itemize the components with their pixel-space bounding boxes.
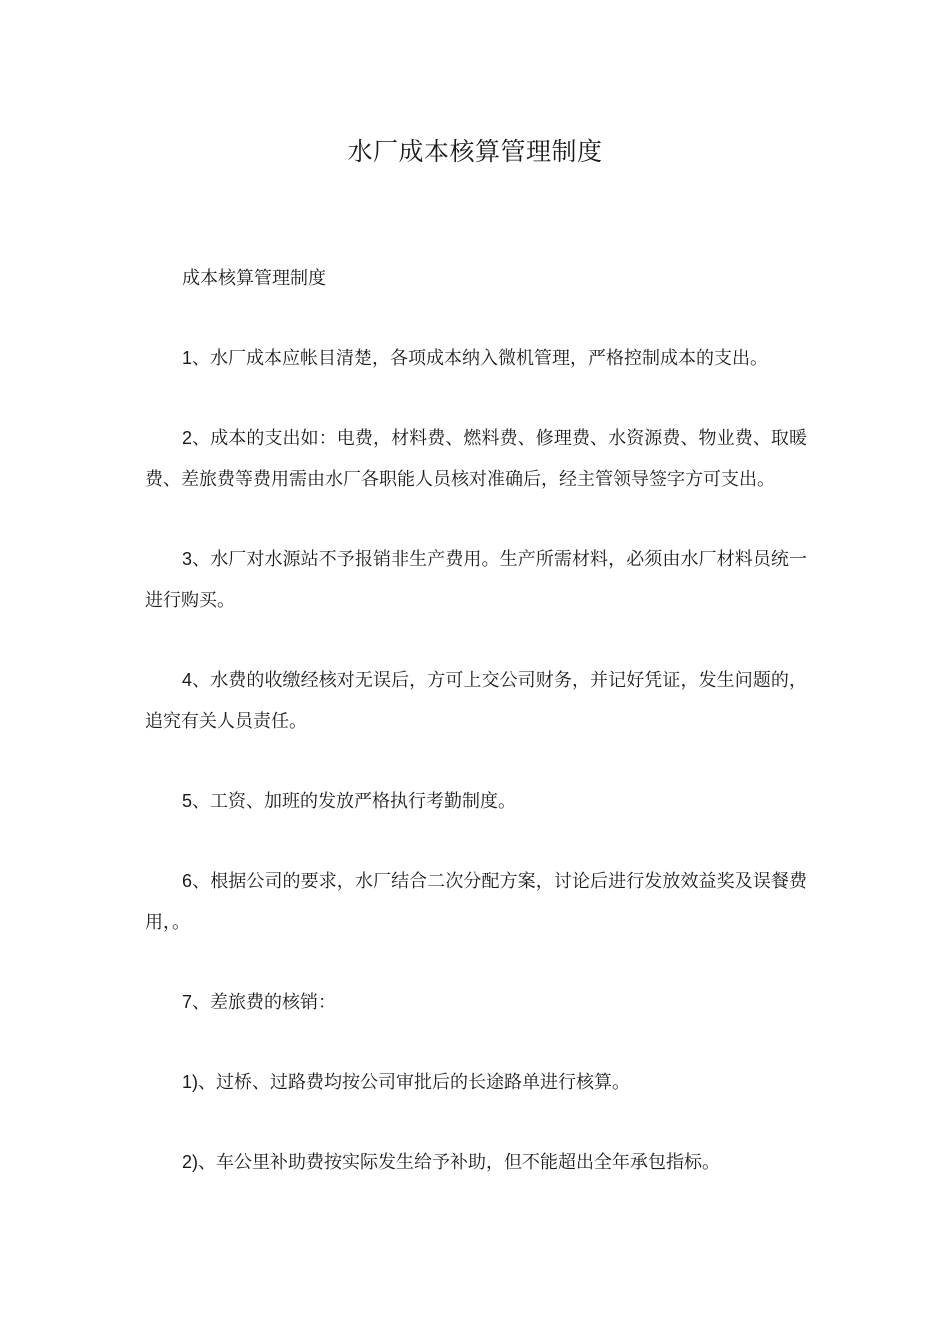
- document-body: [145, 258, 807, 1222]
- item-number: 4: [182, 670, 193, 690]
- paragraph-item-1: 1、水厂成本应帐目清楚，各项成本纳入微机管理，严格控制成本的支出。: [182, 348, 769, 369]
- paragraph-item-6: 6、根据公司的要求，水厂结合二次分配方案，讨论后进行发放效益奖及误餐费用，。: [145, 871, 807, 933]
- document-title: 水厂成本核算管理制度: [347, 137, 603, 166]
- item-number: 1): [182, 1072, 199, 1092]
- item-number: 2: [182, 428, 193, 448]
- paragraph-subitem-2: 2)、车公里补助费按实际发生给予补助，但不能超出全年承包指标。: [182, 1152, 721, 1173]
- item-number: 5: [182, 791, 193, 811]
- paragraph-item-5: 5、工资、加班的发放严格执行考勤制度。: [182, 791, 517, 812]
- item-number: 6: [182, 871, 193, 891]
- item-number: 1: [182, 348, 193, 368]
- paragraph-item-7: 7、差旅费的核销：: [182, 992, 337, 1013]
- item-number: 3: [182, 549, 193, 569]
- item-number: 7: [182, 992, 193, 1012]
- paragraph-subtitle: 成本核算管理制度: [182, 268, 326, 289]
- paragraph-item-4: 4、水费的收缴经核对无误后，方可上交公司财务，并记好凭证，发生问题的，追究有关人员责任。: [145, 670, 807, 732]
- paragraph-item-2: 2、成本的支出如：电费，材料费、燃料费、修理费、水资源费、物业费、取暖费、差旅费等费用需由水厂各职能人员核对准确后，经主管领导签字方可支出。: [145, 428, 807, 490]
- item-number: 2): [182, 1152, 199, 1172]
- paragraph-item-3: 3、水厂对水源站不予报销非生产费用。生产所需材料，必须由水厂材料员统一进行购买。: [145, 549, 807, 611]
- paragraph-subitem-1: 1)、过桥、过路费均按公司审批后的长途路单进行核算。: [182, 1072, 631, 1093]
